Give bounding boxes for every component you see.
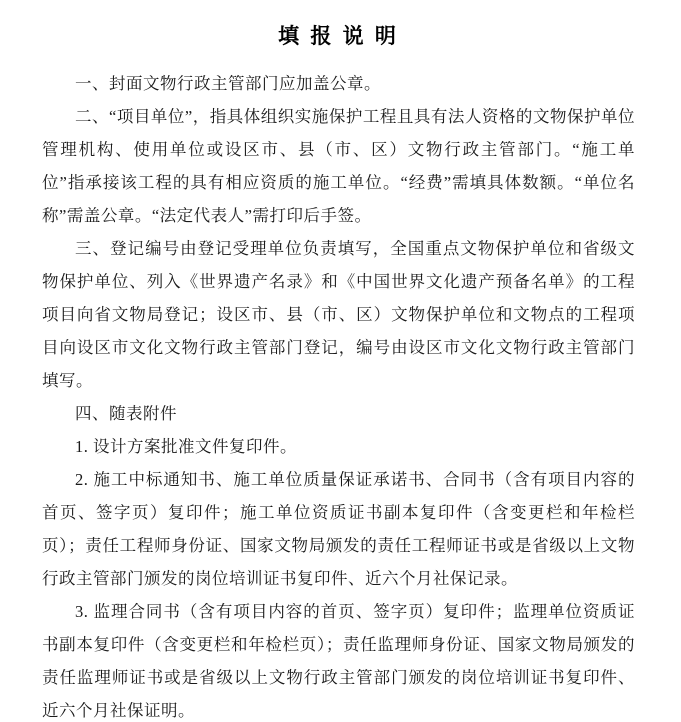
instruction-paragraph-1: 一、封面文物行政主管部门应加盖公章。: [75, 74, 381, 93]
instruction-paragraph-2: 二、“项目单位”，指具体组织实施保护工程且具有法人资格的文物保护单位管理机构、使用单位或设区市、县（市、区）文物行政主管部门。“施工单位”指承接该工程的具有相应资质的施工单位。“经费”需填具体数额。“单位名称”需盖公章。“法定代表人”需打印后手签。: [42, 107, 635, 225]
instruction-paragraph-4-attachments-heading: 四、随表附件: [75, 404, 177, 423]
page-title: 填 报 说 明: [278, 24, 399, 48]
attachment-item-3: 3. 监理合同书（含有项目内容的首页、签字页）复印件；监理单位资质证书副本复印件（含变更栏和年检栏页）；责任监理师身份证、国家文物局颁发的责任监理师证书或是省级以上文物行政主管部门颁发的岗位培训证书复印件、近六个月社保证明。: [42, 602, 635, 720]
attachment-item-2: 2. 施工中标通知书、施工单位质量保证承诺书、合同书（含有项目内容的首页、签字页）复印件；施工单位资质证书副本复印件（含变更栏和年检栏页）；责任工程师身份证、国家文物局颁发的责任工程师证书或是省级以上文物行政主管部门颁发的岗位培训证书复印件、近六个月社保记录。: [42, 470, 635, 588]
attachment-item-1: 1. 设计方案批准文件复印件。: [75, 437, 297, 456]
instruction-paragraph-3: 三、登记编号由登记受理单位负责填写，全国重点文物保护单位和省级文物保护单位、列入《世界遗产名录》和《中国世界文化遗产预备名单》的工程项目向省文物局登记；设区市、县（市、区）文物保护单位和文物点的工程项目向设区市文化文物行政主管部门登记，编号由设区市文化文物行政主管部门填写。: [42, 239, 635, 390]
